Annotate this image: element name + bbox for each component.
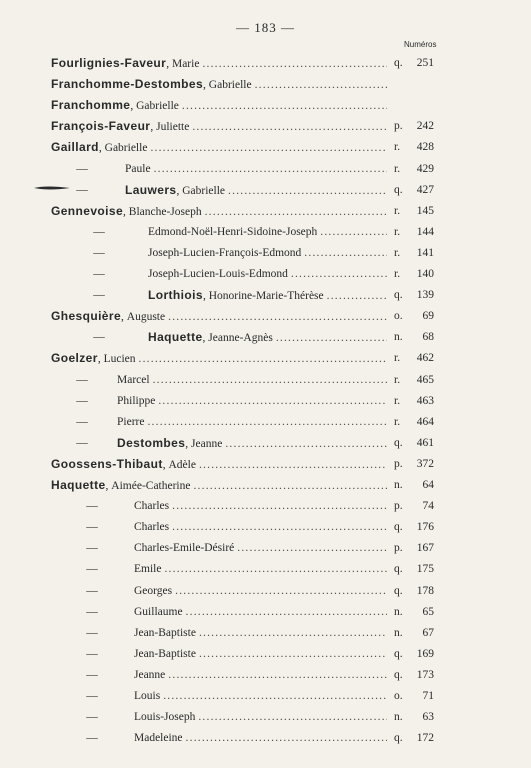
dot-leader: [199, 455, 387, 474]
repeat-dash: —: [93, 225, 105, 238]
table-row: [0, 538, 531, 558]
name-separator: ,: [202, 290, 209, 303]
name-separator: ,: [185, 437, 192, 450]
repeat-dash: —: [93, 289, 105, 302]
entry-number: 428: [416, 141, 434, 154]
entry-number: 461: [416, 436, 434, 449]
entry-text: [117, 412, 390, 432]
entry-text: [134, 644, 390, 664]
entry-number: 178: [416, 584, 434, 597]
table-row: [0, 517, 531, 537]
entry-number: 175: [416, 563, 434, 576]
given-name: Gabrielle: [104, 142, 148, 155]
given-name: Gabrielle: [208, 79, 252, 92]
table-row: [0, 95, 531, 115]
dot-leader: [172, 517, 387, 537]
dot-leader: [237, 538, 387, 558]
surname: Gennevoise: [51, 203, 124, 218]
dot-leader: [205, 202, 387, 221]
entry-text: [134, 686, 390, 706]
entry-number: 144: [416, 225, 434, 238]
table-row: [0, 306, 531, 326]
given-name: Marie: [171, 58, 200, 70]
entry-text: [125, 180, 390, 200]
table-row: [0, 707, 531, 727]
name-separator: ,: [105, 480, 112, 492]
given-name: Georges: [134, 584, 173, 597]
given-name: Lucien: [103, 353, 136, 366]
table-row: [0, 665, 531, 685]
entry-number: 63: [422, 711, 434, 724]
given-name: Aimée-Catherine: [111, 480, 191, 492]
surname: Ghesquière: [51, 309, 122, 324]
dot-leader: [225, 434, 387, 453]
entry-code: r.: [394, 162, 401, 175]
dot-leader: [182, 96, 387, 115]
entry-code: n.: [394, 711, 403, 724]
repeat-dash: —: [86, 647, 98, 660]
given-name: Pierre: [117, 415, 145, 428]
entry-text: [134, 707, 390, 727]
repeat-dash: —: [76, 183, 88, 196]
entry-number: 141: [416, 246, 434, 259]
entry-text: [51, 306, 390, 326]
entry-text: [148, 327, 390, 347]
entry-text: [148, 285, 390, 305]
dot-leader: [153, 370, 387, 390]
entry-number: 64: [422, 479, 434, 491]
entry-number: 176: [416, 521, 434, 534]
entry-text: [134, 496, 390, 516]
table-row: [0, 475, 531, 495]
dot-leader: [228, 181, 387, 200]
repeat-dash: —: [93, 331, 105, 344]
entry-text: [51, 475, 390, 495]
dot-leader: [291, 264, 387, 284]
given-name: Jeanne-Agnès: [208, 332, 273, 345]
entry-number: 372: [416, 457, 434, 470]
entry-code: o.: [394, 310, 403, 323]
given-name: Charles-Emile-Désiré: [134, 542, 235, 555]
given-name: Louis-Joseph: [134, 711, 196, 724]
entry-number: 429: [416, 162, 434, 175]
table-row: [0, 433, 531, 453]
dot-leader: [199, 644, 387, 664]
name-separator: ,: [202, 332, 209, 345]
entry-code: r.: [394, 225, 401, 238]
entry-code: q.: [394, 584, 403, 597]
entry-text: [134, 559, 390, 579]
entry-code: r.: [394, 268, 401, 280]
entry-text: [51, 53, 390, 73]
repeat-dash: —: [86, 500, 98, 513]
repeat-dash: —: [86, 668, 98, 681]
dot-leader: [172, 496, 387, 516]
dot-leader: [186, 728, 387, 748]
entry-number: 463: [416, 394, 434, 407]
dot-leader: [147, 412, 387, 432]
dot-leader: [193, 476, 387, 495]
entry-code: p.: [394, 500, 403, 513]
entry-number: 465: [416, 373, 434, 386]
table-row: [0, 454, 531, 474]
entry-text: [117, 391, 390, 411]
entry-number: 464: [416, 415, 434, 428]
table-row: [0, 644, 531, 664]
entry-code: p.: [394, 120, 403, 133]
repeat-dash: —: [86, 732, 98, 745]
given-name: Auguste: [126, 311, 166, 324]
repeat-dash: —: [86, 690, 98, 702]
entry-code: q.: [394, 668, 403, 681]
entry-code: r.: [394, 415, 401, 428]
repeat-dash: —: [86, 584, 98, 597]
entry-text: [117, 433, 390, 453]
repeat-dash: —: [86, 711, 98, 724]
surname: Franchomme: [51, 98, 131, 113]
given-name: Joseph-Lucien-Louis-Edmond: [148, 268, 288, 280]
given-name: Blanche-Joseph: [128, 205, 202, 218]
entry-text: [134, 728, 390, 748]
entry-text: [51, 348, 390, 368]
entry-number: 251: [416, 57, 434, 69]
table-row: [0, 496, 531, 516]
dot-leader: [255, 75, 387, 94]
dot-leader: [320, 222, 387, 242]
repeat-dash: —: [93, 268, 105, 280]
name-separator: ,: [162, 458, 169, 471]
entry-number: 71: [422, 690, 434, 702]
table-row: [0, 243, 531, 263]
table-row: [0, 222, 531, 242]
entry-code: p.: [394, 542, 403, 555]
name-separator: ,: [121, 311, 127, 324]
dot-leader: [186, 602, 387, 622]
entry-number: 74: [422, 500, 434, 513]
entry-number: 145: [416, 204, 434, 217]
given-name: Emile: [134, 563, 162, 576]
name-separator: ,: [150, 121, 157, 134]
table-row: [0, 391, 531, 411]
surname: Destombes: [117, 435, 186, 450]
entry-code: q.: [394, 436, 403, 449]
entry-number: 139: [416, 289, 434, 302]
entry-text: [51, 201, 390, 221]
entry-code: n.: [394, 331, 403, 344]
entry-text: [134, 517, 390, 537]
entry-text: [117, 370, 390, 390]
table-row: [0, 327, 531, 347]
entry-number: 67: [422, 626, 434, 639]
entry-number: 65: [422, 605, 434, 618]
repeat-dash: —: [86, 626, 98, 639]
surname: Franchomme-Destombes: [51, 77, 204, 92]
surname: Haquette: [51, 478, 106, 492]
given-name: Joseph-Lucien-François-Edmond: [148, 246, 302, 259]
dot-leader: [150, 138, 387, 157]
given-name: Louis: [134, 690, 161, 702]
dot-leader: [168, 307, 387, 326]
table-row: [0, 370, 531, 390]
table-row: [0, 159, 531, 179]
entry-number: 462: [416, 352, 434, 365]
entry-text: [148, 264, 390, 284]
surname: François-Faveur: [51, 119, 151, 134]
entry-text: [51, 454, 390, 474]
entry-number: 68: [422, 331, 434, 344]
given-name: Gabrielle: [182, 184, 226, 197]
page-number: — 183 —: [236, 20, 295, 35]
given-name: Jean-Baptiste: [134, 626, 196, 639]
table-row: [0, 264, 531, 284]
entry-number: 172: [416, 732, 434, 745]
entry-text: [134, 665, 390, 685]
entry-code: q.: [394, 57, 403, 69]
entry-code: o.: [394, 690, 403, 702]
entry-code: r.: [394, 204, 401, 217]
entry-text: [51, 74, 390, 94]
surname: Fourlignies-Faveur: [51, 56, 167, 70]
dot-leader: [175, 581, 387, 601]
entry-code: p.: [394, 457, 403, 470]
table-row: [0, 137, 531, 157]
table-row: [0, 53, 531, 73]
given-name: Marcel: [117, 373, 150, 386]
dot-leader: [327, 286, 387, 305]
entry-text: [148, 222, 390, 242]
table-row: [0, 348, 531, 368]
entry-code: q.: [394, 521, 403, 534]
entry-code: q.: [394, 183, 403, 196]
entry-text: [148, 243, 390, 263]
given-name: Adèle: [168, 458, 196, 471]
given-name: Charles: [134, 500, 170, 513]
table-row: [0, 686, 531, 706]
table-row: [0, 201, 531, 221]
given-name: Jeanne: [134, 668, 166, 681]
entry-code: q.: [394, 647, 403, 660]
repeat-dash: —: [86, 521, 98, 534]
table-row: [0, 623, 531, 643]
entry-number: 427: [416, 183, 434, 196]
numbers-column-header: Numéros: [404, 40, 437, 49]
repeat-dash: —: [76, 415, 88, 428]
name-separator: ,: [176, 184, 183, 197]
dot-leader: [158, 391, 387, 411]
entry-code: r.: [394, 373, 401, 386]
dot-leader: [168, 665, 387, 685]
repeat-dash: —: [86, 605, 98, 618]
given-name: Charles: [134, 521, 170, 534]
table-row: [0, 412, 531, 432]
entry-number: 169: [416, 647, 434, 660]
entry-number: 69: [422, 310, 434, 323]
surname: Gaillard: [51, 140, 99, 155]
repeat-dash: —: [76, 436, 88, 449]
dot-leader: [198, 707, 387, 727]
dot-leader: [154, 159, 387, 179]
entry-text: [134, 538, 390, 558]
entry-number: 173: [416, 668, 434, 681]
name-separator: ,: [203, 79, 209, 92]
dot-leader: [164, 559, 387, 579]
entry-code: r.: [394, 394, 401, 407]
name-separator: ,: [98, 142, 105, 155]
given-name: Juliette: [156, 121, 190, 134]
entry-code: q.: [394, 289, 403, 302]
dot-leader: [202, 54, 387, 73]
entry-text: [134, 623, 390, 643]
surname: Haquette: [148, 330, 203, 345]
entry-number: 167: [416, 542, 434, 555]
entry-code: q.: [394, 732, 403, 745]
entry-text: [125, 159, 390, 179]
given-name: Jeanne: [191, 437, 223, 450]
name-separator: ,: [123, 205, 129, 218]
table-row: [0, 285, 531, 305]
entry-code: n.: [394, 626, 403, 639]
repeat-dash: —: [76, 162, 88, 175]
dot-leader: [163, 686, 387, 706]
table-row: [0, 74, 531, 94]
repeat-dash: —: [86, 563, 98, 576]
entry-code: r.: [394, 246, 401, 259]
surname: Goossens-Thibaut: [51, 456, 163, 471]
table-row: [0, 581, 531, 601]
entry-text: [134, 581, 390, 601]
entry-text: [51, 116, 390, 136]
given-name: Jean-Baptiste: [134, 647, 196, 660]
repeat-dash: —: [76, 394, 88, 407]
repeat-dash: —: [93, 246, 105, 259]
entry-text: [51, 95, 390, 115]
entry-text: [134, 602, 390, 622]
table-row: [0, 116, 531, 136]
name-separator: ,: [97, 353, 104, 366]
surname: Lauwers: [125, 182, 177, 197]
dot-leader: [199, 623, 387, 643]
name-separator: ,: [166, 58, 172, 70]
dot-leader: [276, 328, 387, 347]
entry-code: q.: [394, 563, 403, 576]
table-row: [0, 602, 531, 622]
name-separator: ,: [130, 100, 137, 113]
table-row: [0, 559, 531, 579]
dot-leader: [192, 117, 387, 136]
table-row: [0, 728, 531, 748]
repeat-dash: —: [86, 542, 98, 555]
entry-number: 140: [416, 268, 434, 280]
given-name: Philippe: [117, 394, 156, 407]
surname: Goelzer: [51, 351, 98, 366]
given-name: Guillaume: [134, 605, 183, 618]
given-name: Paule: [125, 162, 151, 175]
entry-text: [51, 137, 390, 157]
dot-leader: [304, 243, 387, 263]
entry-number: 242: [416, 120, 434, 133]
entry-code: n.: [394, 605, 403, 618]
given-name: Honorine-Marie-Thérèse: [208, 290, 324, 303]
dot-leader: [139, 349, 387, 368]
entry-code: r.: [394, 141, 401, 154]
given-name: Edmond-Noël-Henri-Sidoine-Joseph: [148, 225, 318, 238]
given-name: Gabrielle: [136, 100, 179, 113]
table-row: [0, 180, 531, 200]
repeat-dash: —: [76, 373, 88, 386]
entry-code: n.: [394, 479, 403, 491]
surname: Lorthiois: [148, 288, 203, 303]
given-name: Madeleine: [134, 732, 183, 745]
entry-code: r.: [394, 352, 401, 365]
